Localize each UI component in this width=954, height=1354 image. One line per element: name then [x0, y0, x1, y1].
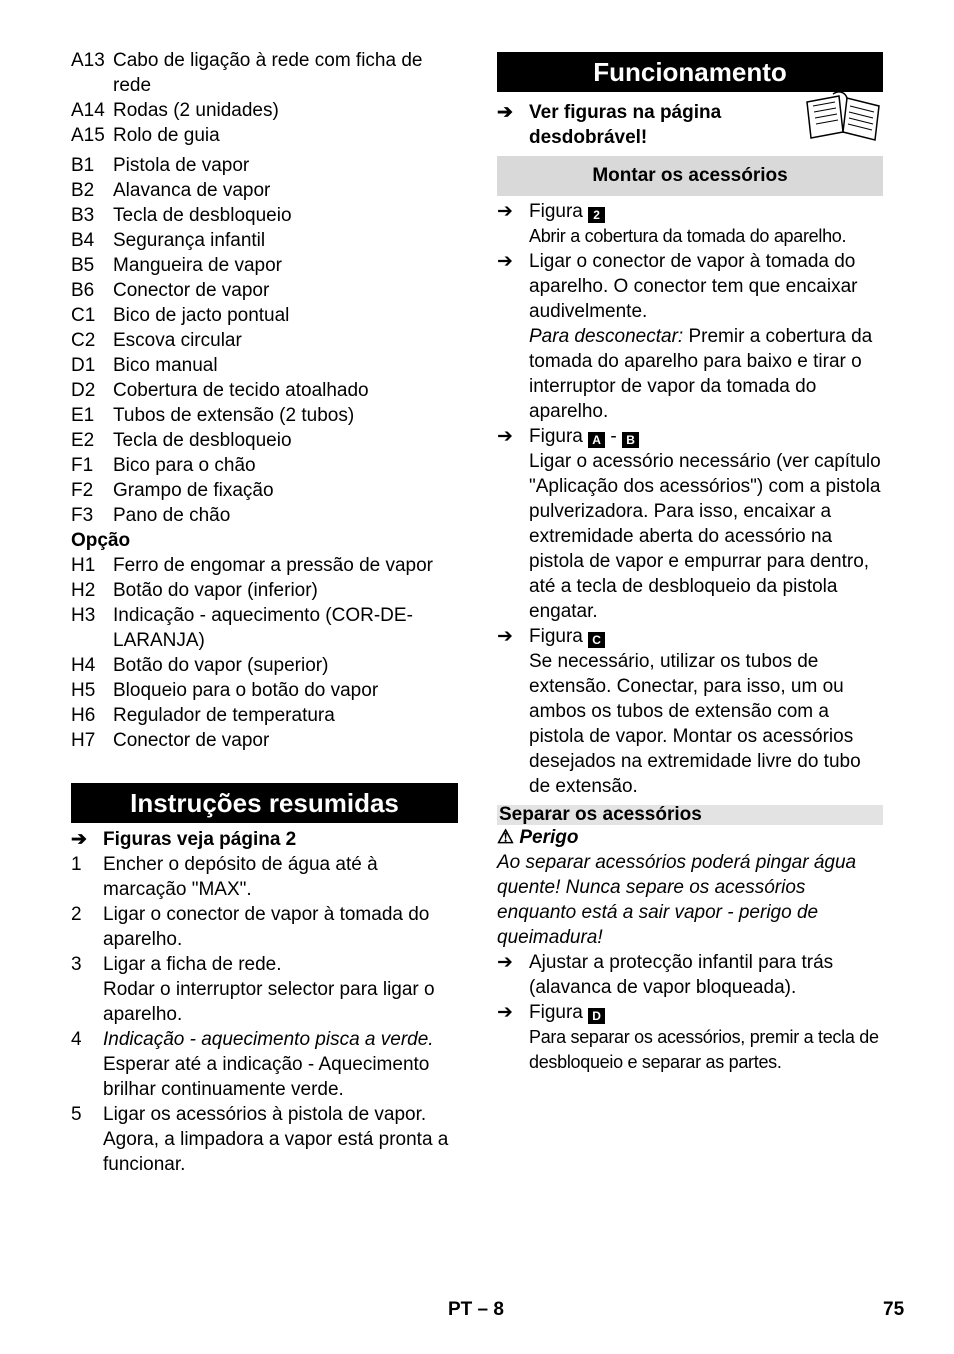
step-text: Esperar até a indicação - Aquecimento brilhar continuamente verde. — [103, 1054, 430, 1100]
part-label: Bico para o chão — [113, 455, 256, 476]
part-code: C1 — [71, 305, 96, 326]
part-item — [71, 328, 458, 353]
part-item — [71, 353, 458, 378]
step-text: Encher o depósito de água até à marcação "MAX". — [103, 854, 378, 900]
part-label: Grampo de fixação — [113, 480, 274, 501]
part-label: Conector de vapor — [113, 730, 270, 751]
right-column — [497, 48, 883, 1075]
figure-2-step: ➔ Figura 2 Abrir a cobertura da tomada do aparelho. — [497, 199, 883, 249]
part-item — [71, 123, 458, 148]
figure-b-badge: B — [622, 432, 639, 448]
arrow-right-icon: ➔ — [497, 102, 513, 123]
part-label: Pistola de vapor — [113, 155, 250, 176]
arrow-right-icon: ➔ — [497, 626, 513, 647]
part-item — [71, 403, 458, 428]
part-item — [71, 453, 458, 478]
step-number: 3 — [71, 954, 82, 975]
option-heading: Opção — [71, 530, 131, 551]
warning-triangle-icon: ⚠ — [497, 827, 515, 848]
part-item — [71, 203, 458, 228]
step-text: Ligar os acessórios à pistola de vapor. — [103, 1104, 427, 1125]
mount-accessories-title: Montar os acessórios — [497, 156, 883, 196]
part-label: Escova circular — [113, 330, 242, 351]
figure-a-badge: A — [588, 432, 605, 448]
part-item — [71, 253, 458, 278]
part-code: H5 — [71, 680, 96, 701]
quick-instructions-title: Instruções resumidas — [71, 783, 458, 823]
quick-step — [71, 1027, 458, 1102]
part-code: A15 — [71, 125, 105, 146]
part-item — [71, 478, 458, 503]
figure-ab-step: ➔ Figura A - B Ligar o acessório necessário (ver capítulo "Aplicação dos acessórios") com a pistola pulverizadora. Para isso, encaixar a extremidade aberta do acessório na pistola de vapor e empurrar para dentro, até a tecla de desbloqueio da pistola engatar. — [497, 426, 881, 622]
part-item — [71, 48, 458, 98]
figure-d-badge: D — [588, 1008, 605, 1024]
part-item — [71, 178, 458, 203]
part-item — [71, 553, 458, 578]
figure-c-badge: C — [588, 632, 605, 648]
arrow-right-icon: ➔ — [497, 251, 513, 272]
part-item — [71, 228, 458, 253]
part-code: B5 — [71, 255, 95, 276]
part-item — [71, 678, 458, 703]
part-code: F3 — [71, 505, 94, 526]
part-code: F2 — [71, 480, 94, 501]
part-code: E2 — [71, 430, 95, 451]
part-item — [71, 153, 458, 178]
part-label: Mangueira de vapor — [113, 255, 282, 276]
child-safety-step: ➔ Ajustar a protecção infantil para trás (alavanca de vapor bloqueada). — [497, 952, 834, 998]
part-code: H4 — [71, 655, 96, 676]
step-number: 2 — [71, 904, 82, 925]
part-label: Cobertura de tecido atoalhado — [113, 380, 369, 401]
part-label: Tubos de extensão (2 tubos) — [113, 405, 355, 426]
operation-title: Funcionamento — [497, 52, 883, 92]
figure-2-badge: 2 — [588, 207, 605, 223]
part-code: B4 — [71, 230, 95, 251]
part-code: D1 — [71, 355, 96, 376]
part-item — [71, 378, 458, 403]
page-number: 75 — [883, 1299, 905, 1320]
part-label: Botão do vapor (superior) — [113, 655, 329, 676]
part-item — [71, 503, 458, 528]
part-code: B6 — [71, 280, 95, 301]
part-code: H7 — [71, 730, 96, 751]
part-item — [71, 728, 458, 753]
part-label: Cabo de ligação à rede com ficha de rede — [113, 50, 423, 96]
part-label: Tecla de desbloqueio — [113, 430, 292, 451]
part-label: Rolo de guia — [113, 125, 220, 146]
arrow-right-icon: ➔ — [71, 829, 87, 850]
part-code: B2 — [71, 180, 95, 201]
part-label: Regulador de temperatura — [113, 705, 335, 726]
parts-list-a — [71, 48, 458, 148]
part-item — [71, 428, 458, 453]
part-label: Segurança infantil — [113, 230, 266, 251]
part-code: H3 — [71, 605, 96, 626]
part-code: B3 — [71, 205, 95, 226]
part-item — [71, 603, 458, 653]
figures-reference: ➔ Figuras veja página 2 — [71, 829, 297, 850]
step-number: 4 — [71, 1029, 82, 1050]
danger-text: Ao separar acessórios poderá pingar água quente! Nunca separe os acessórios enquanto está a sair vapor - perigo de queimadura! — [497, 852, 857, 948]
part-code: A14 — [71, 100, 105, 121]
part-code: H1 — [71, 555, 96, 576]
part-label: Bico manual — [113, 355, 218, 376]
step-text: Ligar a ficha de rede. — [103, 954, 282, 975]
part-item — [71, 703, 458, 728]
quick-steps-list — [71, 852, 458, 1177]
arrow-right-icon: ➔ — [497, 201, 513, 222]
open-book-icon — [803, 92, 883, 142]
step-text: Ligar o conector de vapor à tomada do aparelho. — [103, 904, 430, 950]
part-label: Conector de vapor — [113, 280, 270, 301]
quick-step — [71, 902, 458, 952]
part-label: Alavanca de vapor — [113, 180, 271, 201]
part-label: Indicação - aquecimento (COR-DE-LARANJA) — [113, 605, 413, 651]
part-label: Bico de jacto pontual — [113, 305, 290, 326]
step-text: Agora, a limpadora a vapor está pronta a funcionar. — [103, 1129, 449, 1175]
parts-list-b — [71, 153, 458, 528]
part-code: B1 — [71, 155, 95, 176]
part-code: A13 — [71, 50, 105, 71]
arrow-right-icon: ➔ — [497, 426, 513, 447]
quick-step — [71, 1102, 458, 1177]
step-number: 5 — [71, 1104, 82, 1125]
part-item — [71, 303, 458, 328]
connect-step: ➔ Ligar o conector de vapor à tomada do aparelho. O conector tem que encaixar audivelmente. Para desconectar: Premir a cobertura da tomada do aparelho para baixo e tirar o interruptor de vapor da tomada do aparelho. — [497, 251, 873, 422]
part-code: D2 — [71, 380, 96, 401]
figure-c-step: ➔ Figura C Se necessário, utilizar os tubos de extensão. Conectar, para isso, um ou ambos os tubos de extensão com a pistola de vapor. Montar os acessórios desejados na extremidade livre do tubo de extensão. — [497, 626, 861, 797]
part-code: C2 — [71, 330, 96, 351]
step-number: 1 — [71, 854, 82, 875]
footer-language-page: PT – 8 — [448, 1299, 504, 1320]
danger-heading: ⚠ Perigo — [497, 827, 579, 848]
part-code: H6 — [71, 705, 96, 726]
left-column — [71, 48, 458, 1177]
part-item — [71, 578, 458, 603]
step-italic-text: Indicação - aquecimento pisca a verde. — [103, 1029, 434, 1050]
part-item — [71, 653, 458, 678]
see-figures-note: ➔ Ver figuras na página desdobrável! — [497, 100, 883, 150]
part-label: Ferro de engomar a pressão de vapor — [113, 555, 434, 576]
part-label: Tecla de desbloqueio — [113, 205, 292, 226]
part-code: E1 — [71, 405, 95, 426]
quick-step — [71, 952, 458, 1027]
part-label: Bloqueio para o botão do vapor — [113, 680, 379, 701]
arrow-right-icon: ➔ — [497, 952, 513, 973]
part-item — [71, 278, 458, 303]
parts-list-h — [71, 553, 458, 753]
figure-d-step: ➔ Figura D Para separar os acessórios, premir a tecla de desbloqueio e separar as partes. — [497, 1000, 883, 1075]
part-code: F1 — [71, 455, 94, 476]
separate-accessories-title: Separar os acessórios — [497, 805, 883, 825]
quick-step — [71, 852, 458, 902]
step-text: Rodar o interruptor selector para ligar o aparelho. — [103, 979, 435, 1025]
part-label: Botão do vapor (inferior) — [113, 580, 318, 601]
part-label: Pano de chão — [113, 505, 231, 526]
part-code: H2 — [71, 580, 96, 601]
part-item — [71, 98, 458, 123]
part-label: Rodas (2 unidades) — [113, 100, 279, 121]
arrow-right-icon: ➔ — [497, 1002, 513, 1023]
